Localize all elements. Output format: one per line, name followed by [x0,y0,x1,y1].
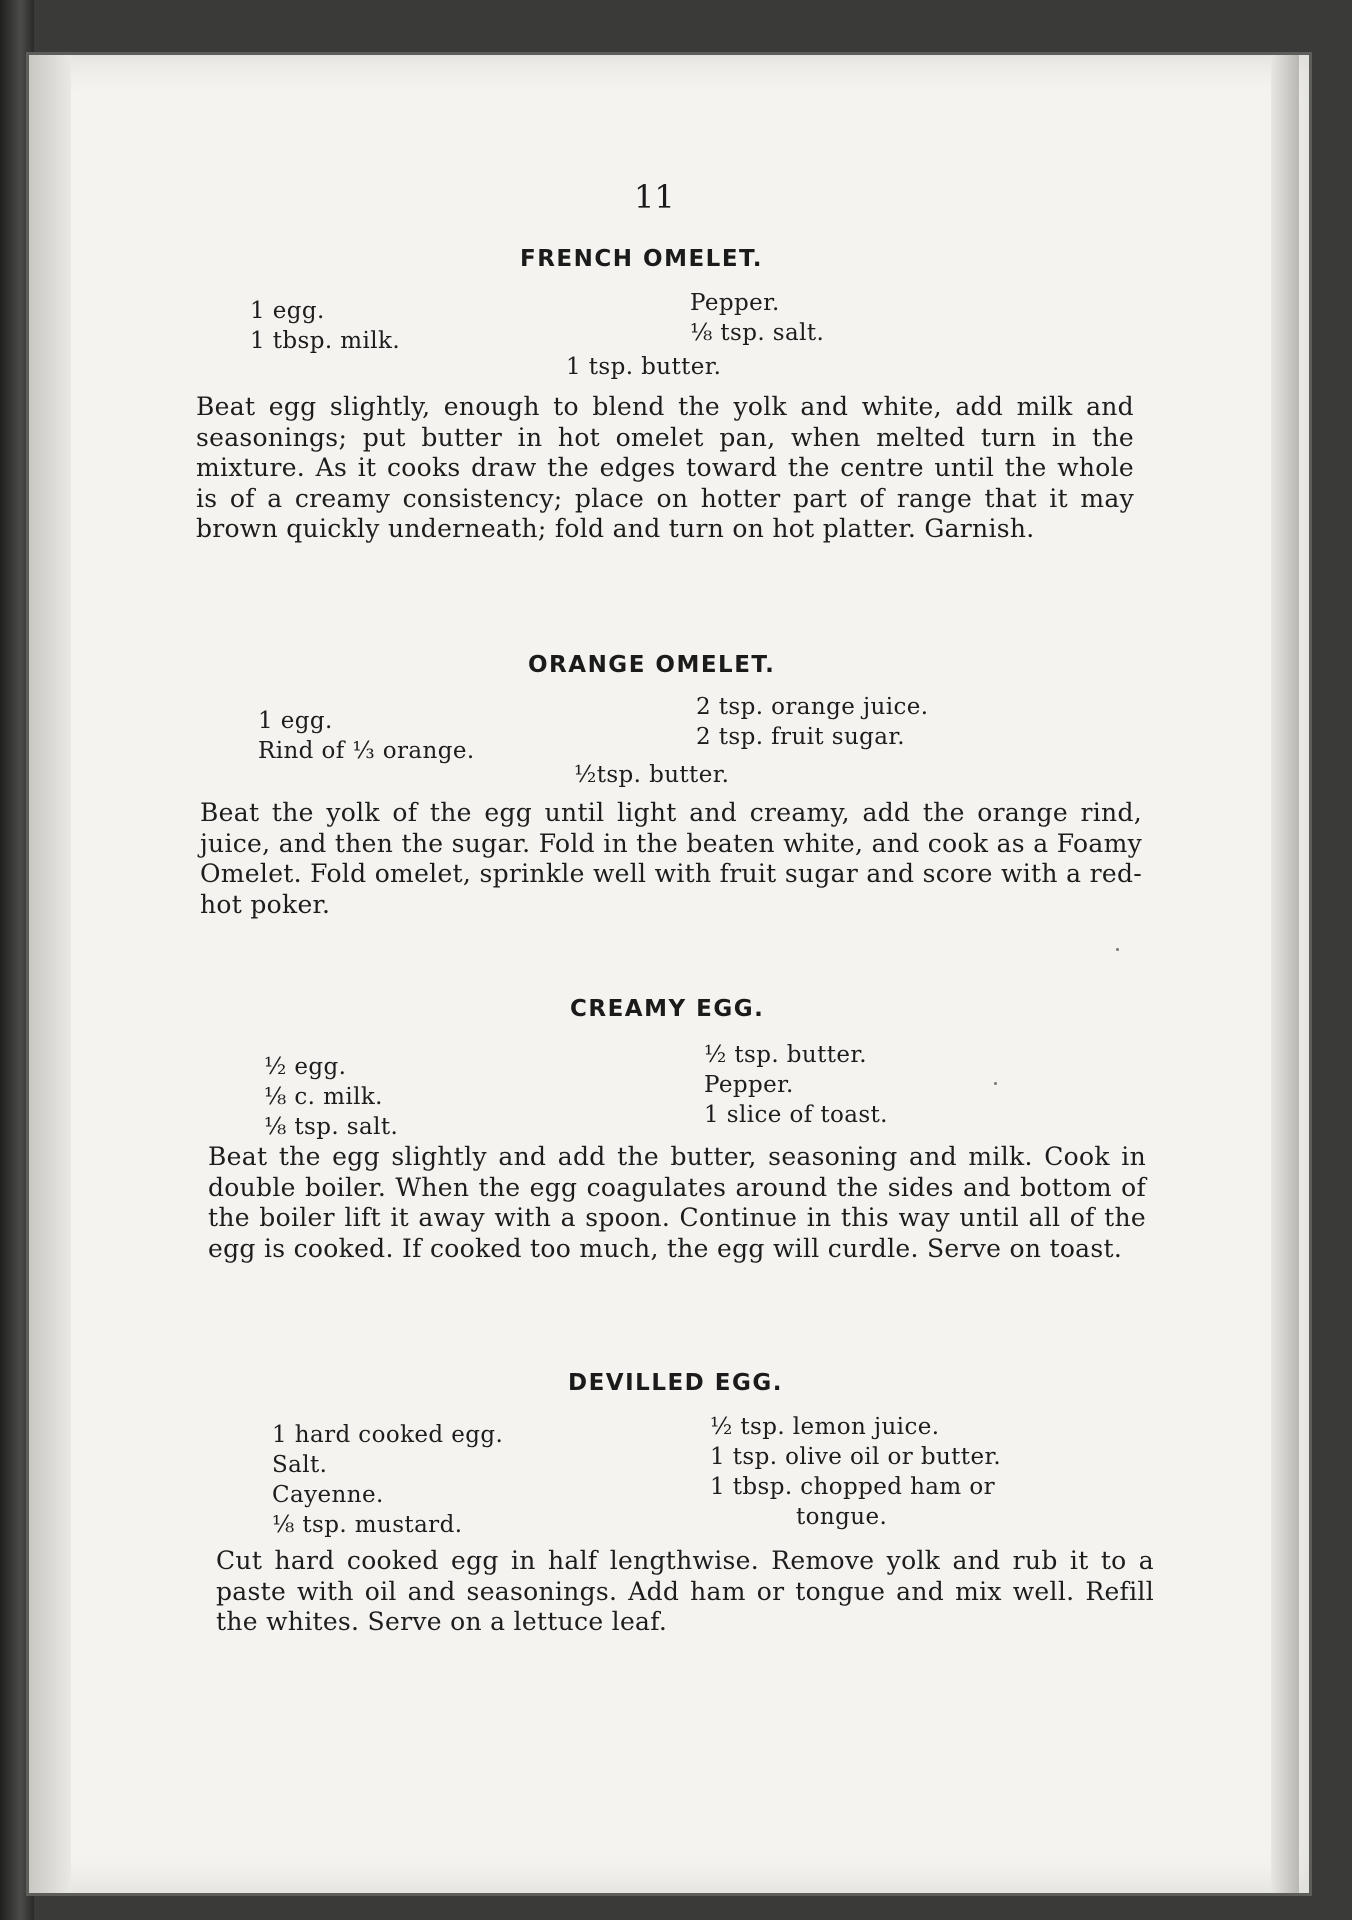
ingredient: Pepper. [690,290,780,316]
cover-edge [1271,55,1299,1893]
ingredient-center: 1 tsp. butter. [566,354,722,380]
ingredient: ⅛ tsp. mustard. [272,1512,463,1538]
recipe-title-french-omelet: FRENCH OMELET. [520,246,763,272]
ingredient: ⅛ c. milk. [264,1084,383,1110]
recipe-title-orange-omelet: ORANGE OMELET. [528,652,776,678]
ingredient-list-right [690,288,824,348]
ingredient: ⅛ tsp. salt. [690,320,825,346]
paper-speck [1116,948,1119,951]
ingredient: ½ tsp. lemon juice. [710,1414,940,1440]
recipe-title-devilled-egg: DEVILLED EGG. [568,1370,783,1396]
ingredient-center: ½tsp. butter. [574,762,730,788]
ingredient: ⅛ tsp. salt. [264,1114,399,1140]
ingredient: 2 tsp. orange juice. [696,694,929,720]
recipe-title-creamy-egg: CREAMY EGG. [570,996,765,1022]
ingredient: 1 egg. [250,298,325,324]
ingredient: 1 hard cooked egg. [272,1422,504,1448]
ingredient-list-left [264,1052,398,1142]
recipe-method: Beat the egg slightly and add the butter, seasoning and milk. Cook in double boiler. When the egg coagulates around the sides and bottom of the boiler lift it away with a spoon. Continue in this way until all of the egg is cooked. If cooked too much, the egg will curdle. Serve on toast. [208,1142,1146,1263]
ingredient-list-left [258,706,475,766]
ingredient-list-left [272,1420,503,1540]
ingredient: Pepper. [704,1072,794,1098]
ingredient: 1 slice of toast. [704,1102,888,1128]
ingredient: tongue. [796,1504,888,1530]
ingredient: 1 tbsp. milk. [250,328,401,354]
ingredient-list-left [250,296,400,356]
ingredient-list-right [696,692,928,752]
page-edge [29,55,71,1893]
ingredient: 1 tsp. olive oil or butter. [710,1444,1002,1470]
recipe-method: Beat egg slightly, enough to blend the yolk and white, add milk and seasonings; put butter in hot omelet pan, when melted turn in the mixture. As it cooks draw the edges toward the centre until the whole is of a creamy consistency; place on hotter part of range that it may brown quickly underneath; fold and turn on hot platter. Garnish. [196,392,1134,543]
recipe-method: Cut hard cooked egg in half lengthwise. Remove yolk and rub it to a paste with oil and seasonings. Add ham or tongue and mix well. Refill the whites. Serve on a lettuce leaf. [216,1546,1154,1636]
page-number: 11 [634,178,675,216]
recipe-method: Beat the yolk of the egg until light and creamy, add the orange rind, juice, and then the sugar. Fold in the beaten white, and cook as a Foamy Omelet. Fold omelet, sprinkle well with fruit sugar and score with a red-hot poker. [200,798,1142,919]
ingredient: Rind of ⅓ orange. [258,738,475,764]
ingredient: 2 tsp. fruit sugar. [696,724,905,750]
ingredient: ½ egg. [264,1054,347,1080]
ingredient: Cayenne. [272,1482,384,1508]
ingredient: 1 egg. [258,708,333,734]
ingredient: 1 tbsp. chopped ham or [710,1474,995,1500]
ingredient: ½ tsp. butter. [704,1042,868,1068]
ingredient-list-right [710,1412,1001,1532]
paper-speck [994,1082,997,1085]
ingredient: Salt. [272,1452,328,1478]
ingredient-list-right [704,1040,888,1130]
